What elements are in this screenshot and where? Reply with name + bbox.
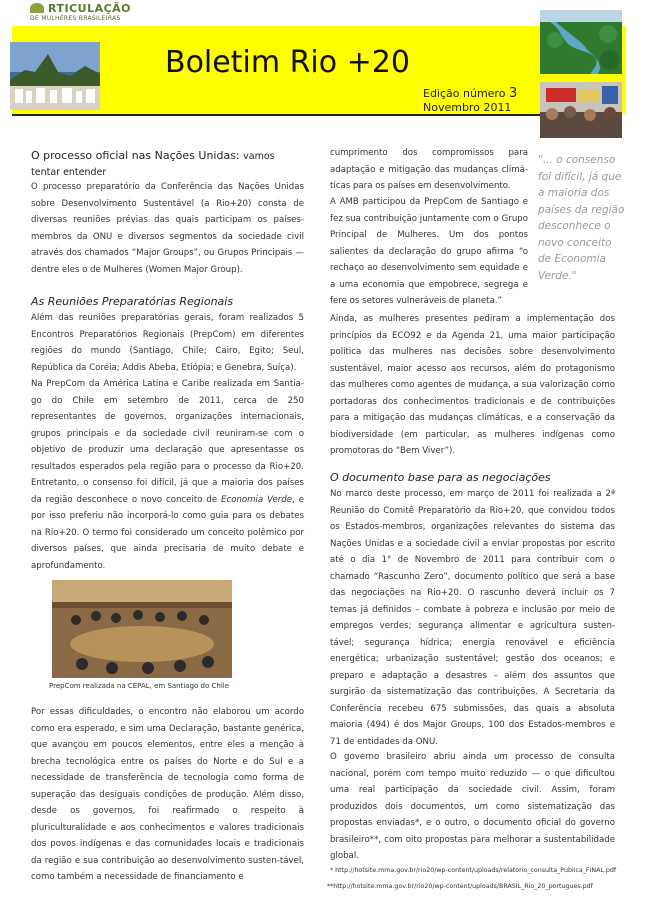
logo-subtext: DE MULHERES BRASILEIRAS xyxy=(30,15,121,22)
footnote-1: * http://hotsite.mma.gov.br/rio20/wp-content/uploads/relatorio_consulta_Publica_FINAL.pdf xyxy=(330,867,617,874)
right-paragraph-4 xyxy=(330,486,615,750)
paragraph-text: Além das reuniões preparatórias gerais, foram realizados 5 Encontros Preparatórios Regionais (PrepCom) em diferentes regiões do mundo (Santiago, Chile; Cairo, Egito; Seul, República da Coréia; Addis Abeba, Etiópia; e Genebra, Suíça). xyxy=(31,313,304,373)
right-paragraph-5 xyxy=(330,749,615,865)
paragraph-text: Ainda, as mulheres presentes pediram a implementação dos princípios da ECO92 e da Agenda 21, uma maior participação política das mulheres nas decisões sobre desenvolvimento sustentável, maior acesso aos recursos, além do protagonismo das mulheres como agentes de mudança, a sua valorização como portadoras dos conhecimentos tradicionais e de contribuições para a mitigação das mudanças climáticas, e a conservação da biodiversidade (em particular, as mulheres indígenas como promotoras do “Bem Viver”). xyxy=(330,314,615,456)
text-run: Na PrepCom da América Latina e Caribe realizada em Santia-go do Chile em setembro de 2011, cerca de 250 representantes de governos, organizações internacionais, grupos principais e da sociedade civil reuniram-se com o objetivo de produzir uma declaração que apresentasse os resultados esperados pela região para o processo da Rio+20. Entretanto, o consenso foi difícil, já que a maioria dos países da região desconhece o novo conceito de xyxy=(31,379,304,505)
edition-info xyxy=(423,86,517,101)
march-protest-photo xyxy=(540,82,622,138)
paragraph-text: Por essas dificuldades, o encontro não elaborou um acordo como era esperado, e sim uma Declaração, bastante genérica, que avançou em poucos elementos, entre eles a menção à brecha tecnológica entre os países do Norte e do Sul e a necessidade de transferência de tecnologia como forma de superação das desiguais condições de produção. Além disso, desde os governos, foi reafirmado o respeito à pluriculturalidade e aos conhecimentos e valores tradicionais dos povos indígenas e das comunidades locais e tradicionais da região e sua contribuição ao desenvolvimento susten-tável, como também a necessidade de financiamento e xyxy=(31,707,304,882)
paragraph-text: O governo brasileiro abriu ainda um processo de consulta nacional, porém com tempo muito reduzido — o que dificultou uma real participação da sociedade civil. Assim, foram produzidos dois documentos, um como sistematização das propostas enviadas*, e o outro, o documento oficial do governo brasileiro**, com oito propostas para melhorar a sustentabilidade global. xyxy=(330,752,615,861)
heading-part-b: vamos xyxy=(243,151,275,162)
paragraph-text: cumprimento dos compromissos para adaptação e mitigação das mudanças climá-ticas para os países em desenvolvimento. xyxy=(330,148,528,191)
logo-mark-icon xyxy=(30,3,44,13)
section-heading-documento: O documento base para as negociações xyxy=(330,471,551,484)
heading-part-a: O processo oficial nas Nações Unidas: xyxy=(31,149,240,162)
right-paragraph-1 xyxy=(330,145,528,195)
section-heading-oficial xyxy=(31,148,304,180)
forest-river-photo xyxy=(540,10,622,74)
paragraph-text: No marco deste processo, em março de 2011 foi realizada a 2ª Reunião do Comitê Preparatório da Rio+20, que convidou todos os Estados-membros, organizações relevantes do sistema das Nações Unidas e a sociedade civil a enviar propostas por escrito até o dia 1° de Novembro de 2011 para contribuir com o chamado “Rascunho Zero”, documento político que será a base das negociações na Rio+20. O rascunho deverá incluir os 7 temas já definidos – combate à pobreza e inclusão por meio de empregos verdes; segurança alimentar e agricultura susten-tável; segurança hídrica; energia renovável e eficiência energética; urbanização sustentável; gestão dos oceanos; e preparo e adaptação a desastres – além dos assuntos que surgirão da sistematização das contribuições. A Secretaria da Conferência recebeu 675 submissões, das quais a absoluta maioria (494) é dos Major Groups, 100 dos Estados-membros e 71 de entidades da ONU. xyxy=(330,489,615,747)
left-paragraph-2 xyxy=(31,310,304,376)
logo-text: RTICULAÇÃO xyxy=(48,2,132,15)
cepal-meeting-photo xyxy=(52,580,232,678)
heading-part-c: tentar entender xyxy=(31,167,107,178)
rio-skyline-photo xyxy=(10,42,100,110)
photo-caption: PrepCom realizada na CEPAL, em Santiago do Chile xyxy=(49,682,230,690)
edition-label: Edição número xyxy=(423,87,506,100)
paragraph-text: O processo preparatório da Conferência das Nações Unidas sobre Desenvolvimento Sustentável (a Rio+20) consta de diversas reuniões prévias das quais participam os países-membros da ONU e diversos segmentos da sociedade civil através dos chamados “Major Groups”, ou Grupos Principais — dentre eles o de Mulheres (Women Major Group). xyxy=(31,182,304,275)
paragraph-text xyxy=(31,376,304,574)
right-paragraph-2 xyxy=(330,194,528,310)
right-paragraph-3 xyxy=(330,311,615,460)
text-run: , e por isso preferiu não incorporá-lo como guia para os debates na Rio+20. O termo foi considerado um conceito polêmico por diversos países, que ainda precisaria de muito debate e aprofundamento. xyxy=(31,494,304,571)
left-paragraph-3 xyxy=(31,376,304,574)
edition-date: Novembro 2011 xyxy=(423,101,512,114)
left-paragraph-4 xyxy=(31,704,304,886)
footnote-2: **http://hotsite.mma.gov.br/rio20/wp-content/uploads/BRASIL_Rio_20_portugues.pdf xyxy=(327,883,593,890)
header-divider xyxy=(12,114,540,116)
pull-quote: "... o consenso foi difícil, já que a maioria dos países da região desconhece o novo conceito de Economia Verde." xyxy=(538,154,625,282)
section-heading-regionais: As Reuniões Preparatórias Regionais xyxy=(31,295,234,308)
paragraph-text: A AMB participou da PrepCom de Santiago e fez sua contribuição juntamente com o Grupo Principal de Mulheres. Um dos pontos salientes da declaração do grupo afirma “o rechaço ao desenvolvimento sem equidade e a uma economia que empobrece, segrega e fere os setores vulneráveis de planeta.” xyxy=(330,197,528,306)
amb-logo xyxy=(30,2,150,24)
left-paragraph-1 xyxy=(31,179,304,278)
emphasis-economia-verde: Economia Verde xyxy=(221,494,293,505)
newsletter-title: Boletim Rio +20 xyxy=(165,45,410,80)
edition-number: 3 xyxy=(508,86,518,101)
